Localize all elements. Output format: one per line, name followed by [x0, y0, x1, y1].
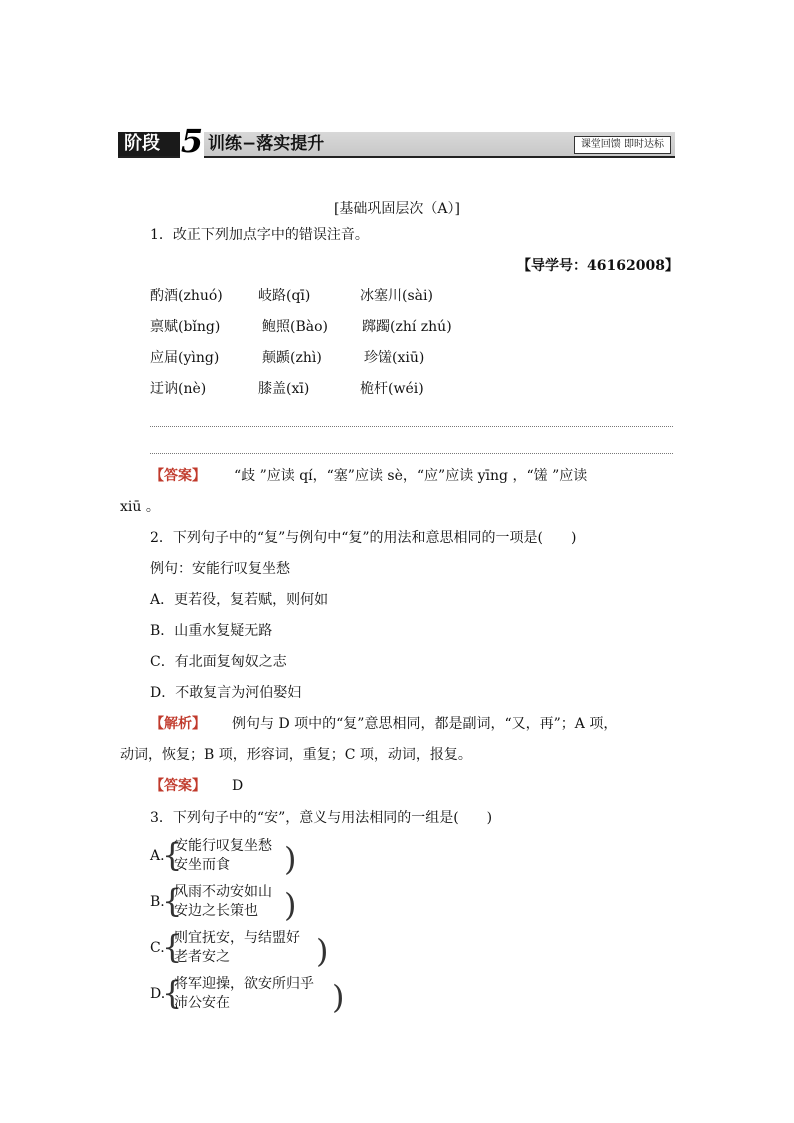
q2-option-b: B．山重水复疑无路	[150, 623, 273, 639]
q2-analysis-text: 例句与 D 项中的“复”意思相同，都是副词，“又，再”；A 项，	[232, 716, 618, 732]
q1-item: 迂讷(nè)	[150, 381, 207, 397]
q1-item: 禀赋(bǐng)	[150, 319, 221, 335]
q2-option-d: D．不敢复言为河伯娶妇	[150, 685, 302, 701]
option-line: 将军迎操，欲安所归乎	[174, 976, 314, 992]
left-brace: {	[162, 836, 183, 874]
q2-analysis-text-cont: 动词，恢复；B 项，形容词，重复；C 项，动词，报复。	[120, 747, 472, 763]
q1-answer-text: “歧 ”应读 qí，“塞”应读 sè，“应”应读 yīng ，“馐 ”应读	[234, 468, 588, 484]
banner-tag: 课堂回馈 即时达标	[574, 136, 671, 154]
option-letter: D.	[150, 986, 166, 1002]
option-line: 风雨不动安如山	[174, 884, 272, 900]
q1-item: 岐路(qī)	[258, 288, 311, 304]
q1-item: 踯躅(zhí zhú)	[362, 319, 452, 335]
q1-item: 桅杆(wéi)	[360, 381, 424, 397]
q1-item: 颠踬(zhì)	[262, 350, 322, 366]
q2-analysis-tag: 【解析】	[150, 716, 206, 732]
q2-answer-tag: 【答案】	[150, 778, 206, 794]
right-paren: )	[332, 978, 345, 1016]
option-line: 则宜抚安，与结盟好	[174, 930, 300, 946]
right-paren: )	[284, 840, 297, 878]
left-brace: {	[162, 974, 183, 1012]
q1-guide-number: 【导学号：46162008】	[517, 258, 679, 274]
option-letter: B.	[150, 894, 165, 910]
q3-stem: 3．下列句子中的“安”，意义与用法相同的一组是( )	[150, 810, 493, 826]
answer-blank-line	[150, 453, 673, 454]
q1-answer-text-cont: xiū 。	[120, 499, 160, 515]
q1-item: 珍馐(xiū)	[364, 350, 425, 366]
q2-option-c: C．有北面复匈奴之志	[150, 654, 287, 670]
option-letter: A.	[150, 848, 165, 864]
q1-stem: 1．改正下列加点字中的错误注音。	[150, 227, 369, 243]
right-paren: )	[316, 932, 329, 970]
q1-item: 鲍照(Bào)	[262, 319, 328, 335]
right-paren: )	[284, 886, 297, 924]
left-brace: {	[162, 928, 183, 966]
q1-item: 膝盖(xī)	[258, 381, 310, 397]
q2-example: 例句：安能行叹复坐愁	[150, 561, 290, 577]
option-line: 安坐而食	[174, 857, 230, 873]
option-line: 安能行叹复坐愁	[174, 838, 272, 854]
option-letter: C.	[150, 940, 165, 956]
q2-option-a: A．更若役，复若赋，则何如	[150, 592, 329, 608]
section-header: [基础巩固层次（A）]	[333, 201, 461, 217]
left-brace: {	[162, 882, 183, 920]
q2-stem: 2．下列句子中的“复”与例句中“复”的用法和意思相同的一项是( )	[150, 530, 577, 546]
stage-label: 阶段	[118, 132, 180, 156]
banner-title: 训练−落实提升	[208, 134, 325, 154]
answer-blank-line	[150, 426, 673, 427]
q1-item: 酌酒(zhuó)	[150, 288, 223, 304]
q1-item: 冰塞川(sài)	[360, 288, 433, 304]
q1-item: 应届(yìng)	[150, 350, 220, 366]
section-banner	[118, 122, 675, 160]
option-line: 沛公安在	[174, 995, 230, 1011]
q1-answer-tag: 【答案】	[150, 468, 206, 484]
stage-number: 5	[180, 122, 204, 160]
q2-answer: D	[232, 778, 244, 794]
option-line: 安边之长策也	[174, 903, 258, 919]
option-line: 老者安之	[174, 949, 230, 965]
